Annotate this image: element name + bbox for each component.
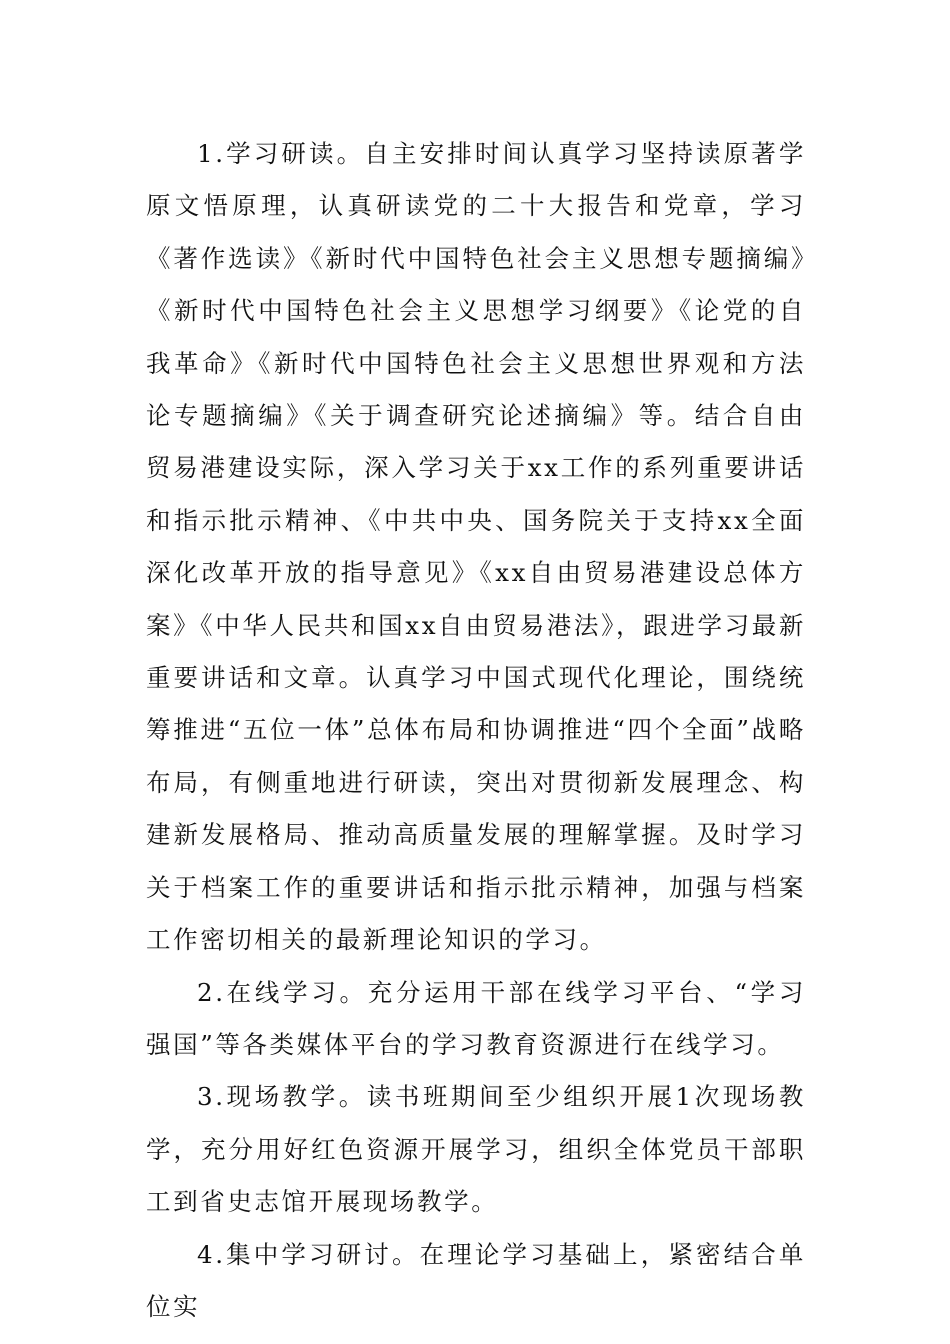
- paragraph-online-learning: 2.在线学习。充分运用干部在线学习平台、“学习强国”等各类媒体平台的学习教育资源进行在线学习。: [146, 977, 806, 1059]
- paragraph-study-reading: 1.学习研读。自主安排时间认真学习坚持读原著学原文悟原理，认真研读党的二十大报告和党章，学习《著作选读》《新时代中国特色社会主义思想专题摘编》《新时代中国特色社会主义思想学习纲要》《论党的自我革命》《新时代中国特色社会主义思想世界观和方法论专题摘编》《关于调查研究论述摘编》等。结合自由贸易港建设实际，深入学习关于xx工作的系列重要讲话和指示批示精神、《中共中央、国务院关于支持xx全面深化改革开放的指导意见》《xx自由贸易港建设总体方案》《中华人民共和国xx自由贸易港法》，跟进学习最新重要讲话和文章。认真学习中国式现代化理论，围绕统筹推进“五位一体”总体布局和协调推进“四个全面”战略布局，有侧重地进行研读，突出对贯彻新发展理念、构建新发展格局、推动高质量发展的理解掌握。及时学习关于档案工作的重要讲话和指示批示精神，加强与档案工作密切相关的最新理论知识的学习。: [146, 139, 806, 955]
- document-body: [146, 128, 806, 1333]
- paragraph-onsite-teaching: 3.现场教学。读书班期间至少组织开展1次现场教学，充分用好红色资源开展学习，组织全体党员干部职工到省史志馆开展现场教学。: [146, 1082, 806, 1217]
- paragraph-group-discussion: 4.集中学习研讨。在理论学习基础上，紧密结合单位实: [146, 1239, 806, 1321]
